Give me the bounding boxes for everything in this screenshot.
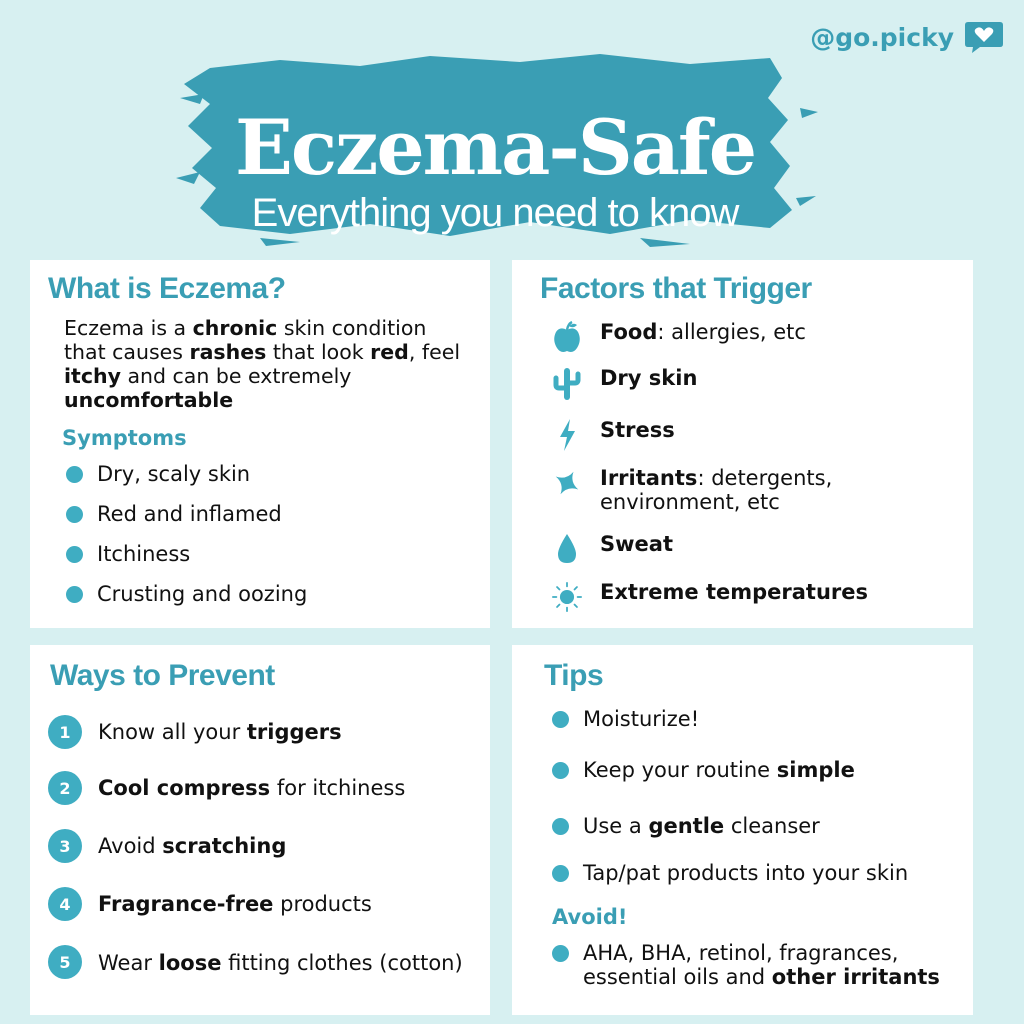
desc-bold: itchy	[64, 364, 121, 388]
apple-icon	[552, 320, 582, 354]
list-item	[552, 707, 699, 731]
desc-bold: chronic	[192, 316, 278, 340]
bullet-dot	[552, 818, 569, 835]
list-item	[66, 502, 282, 526]
step-part: fitting clothes (cotton)	[221, 951, 463, 975]
desc-text: skin condition that causes	[64, 316, 427, 364]
symptom-text: Red and inflamed	[97, 502, 282, 526]
trigger-bold: Dry skin	[600, 366, 698, 390]
list-item	[552, 861, 908, 885]
card-heading: Ways to Prevent	[50, 659, 275, 692]
bullet-dot	[66, 466, 83, 483]
tip-part: Use a	[583, 814, 649, 838]
handle-text: @go.picky	[810, 22, 954, 52]
trigger-text	[600, 580, 868, 604]
step-number: 3	[48, 829, 82, 863]
step-text	[98, 776, 405, 800]
step-number: 2	[48, 771, 82, 805]
step-text	[98, 951, 463, 975]
tip-part: Tap/pat products into your skin	[583, 861, 909, 885]
step-number: 4	[48, 887, 82, 921]
trigger-bold: Food	[600, 320, 658, 344]
trigger-item	[552, 466, 860, 514]
tip-part: Moisturize!	[583, 707, 700, 731]
bullet-dot	[552, 865, 569, 882]
avoid-part: AHA, BHA, retinol, fragrances, essential oils and	[583, 941, 899, 989]
step-number: 1	[48, 715, 82, 749]
step-bold: triggers	[246, 720, 342, 744]
title-banner	[170, 38, 820, 248]
trigger-item	[552, 532, 673, 566]
list-item	[66, 582, 307, 606]
triggers-card	[512, 260, 973, 628]
trigger-item	[552, 320, 806, 354]
ways-to-prevent-card	[30, 645, 490, 1015]
sun-icon	[552, 580, 582, 614]
list-item	[552, 758, 855, 782]
step-bold: loose	[158, 951, 222, 975]
desc-text: , feel	[408, 340, 461, 364]
bullet-dot	[66, 506, 83, 523]
trigger-rest: : allergies, etc	[657, 320, 806, 344]
step-part: for itchiness	[270, 776, 406, 800]
bullet-dot	[66, 546, 83, 563]
trigger-text	[600, 532, 673, 556]
cactus-icon	[552, 366, 582, 400]
step-number: 5	[48, 945, 82, 979]
list-item	[552, 814, 820, 838]
step-text	[98, 720, 342, 744]
step-part: products	[273, 892, 372, 916]
step-part: Avoid	[98, 834, 163, 858]
tip-text	[583, 707, 699, 731]
trigger-item	[552, 418, 675, 452]
symptom-text: Dry, scaly skin	[97, 462, 251, 486]
desc-bold: rashes	[189, 340, 267, 364]
tip-text	[583, 758, 855, 782]
bullet-dot	[66, 586, 83, 603]
card-heading: Tips	[544, 659, 604, 692]
lightning-icon	[552, 418, 582, 452]
what-is-eczema-card	[30, 260, 490, 628]
trigger-text	[600, 418, 675, 442]
trigger-bold: Extreme temperatures	[600, 580, 869, 604]
bullet-dot	[552, 945, 569, 962]
desc-text: that look	[266, 340, 371, 364]
trigger-rest: : detergents, environment, etc	[600, 466, 833, 514]
droplet-icon	[552, 532, 582, 566]
avoid-bold: other irritants	[771, 965, 940, 989]
social-handle	[810, 20, 1004, 54]
card-heading: What is Eczema?	[48, 272, 286, 305]
list-item	[66, 542, 190, 566]
trigger-bold: Stress	[600, 418, 675, 442]
step-bold: Fragrance-free	[98, 892, 274, 916]
step-bold: scratching	[162, 834, 287, 858]
step-part: Wear	[98, 951, 159, 975]
tips-card	[512, 645, 973, 1015]
bullet-dot	[552, 711, 569, 728]
page-title: Eczema-Safe	[234, 103, 756, 192]
tip-part: Keep your routine	[583, 758, 777, 782]
card-heading: Factors that Trigger	[540, 272, 812, 305]
desc-bold: red	[370, 340, 409, 364]
tip-text	[583, 861, 908, 885]
trigger-bold: Irritants	[600, 466, 698, 490]
tip-bold: gentle	[648, 814, 725, 838]
desc-bold: uncomfortable	[64, 388, 234, 412]
trigger-text	[600, 320, 806, 344]
tip-part: cleanser	[724, 814, 820, 838]
step-text	[98, 892, 372, 916]
trigger-bold: Sweat	[600, 532, 673, 556]
eczema-description	[64, 316, 464, 412]
bullet-dot	[552, 762, 569, 779]
desc-text: Eczema is a	[64, 316, 193, 340]
list-item	[66, 462, 250, 486]
step-bold: Cool compress	[98, 776, 271, 800]
symptom-text: Crusting and oozing	[97, 582, 308, 606]
symptoms-heading: Symptoms	[62, 426, 187, 450]
tip-bold: simple	[776, 758, 855, 782]
trigger-text	[600, 466, 860, 514]
avoid-text	[583, 941, 953, 989]
desc-text: and can be extremely	[120, 364, 352, 388]
trigger-text	[600, 366, 697, 390]
sparkle-icon	[552, 466, 582, 500]
avoid-heading: Avoid!	[552, 905, 628, 929]
heart-speech-bubble-icon	[964, 20, 1004, 54]
page-subtitle: Everything you need to know	[251, 191, 739, 235]
step-text	[98, 834, 286, 858]
list-item	[552, 941, 953, 989]
trigger-item	[552, 580, 868, 614]
trigger-item	[552, 366, 697, 400]
tip-text	[583, 814, 820, 838]
step-part: Know all your	[98, 720, 247, 744]
symptom-text: Itchiness	[97, 542, 191, 566]
